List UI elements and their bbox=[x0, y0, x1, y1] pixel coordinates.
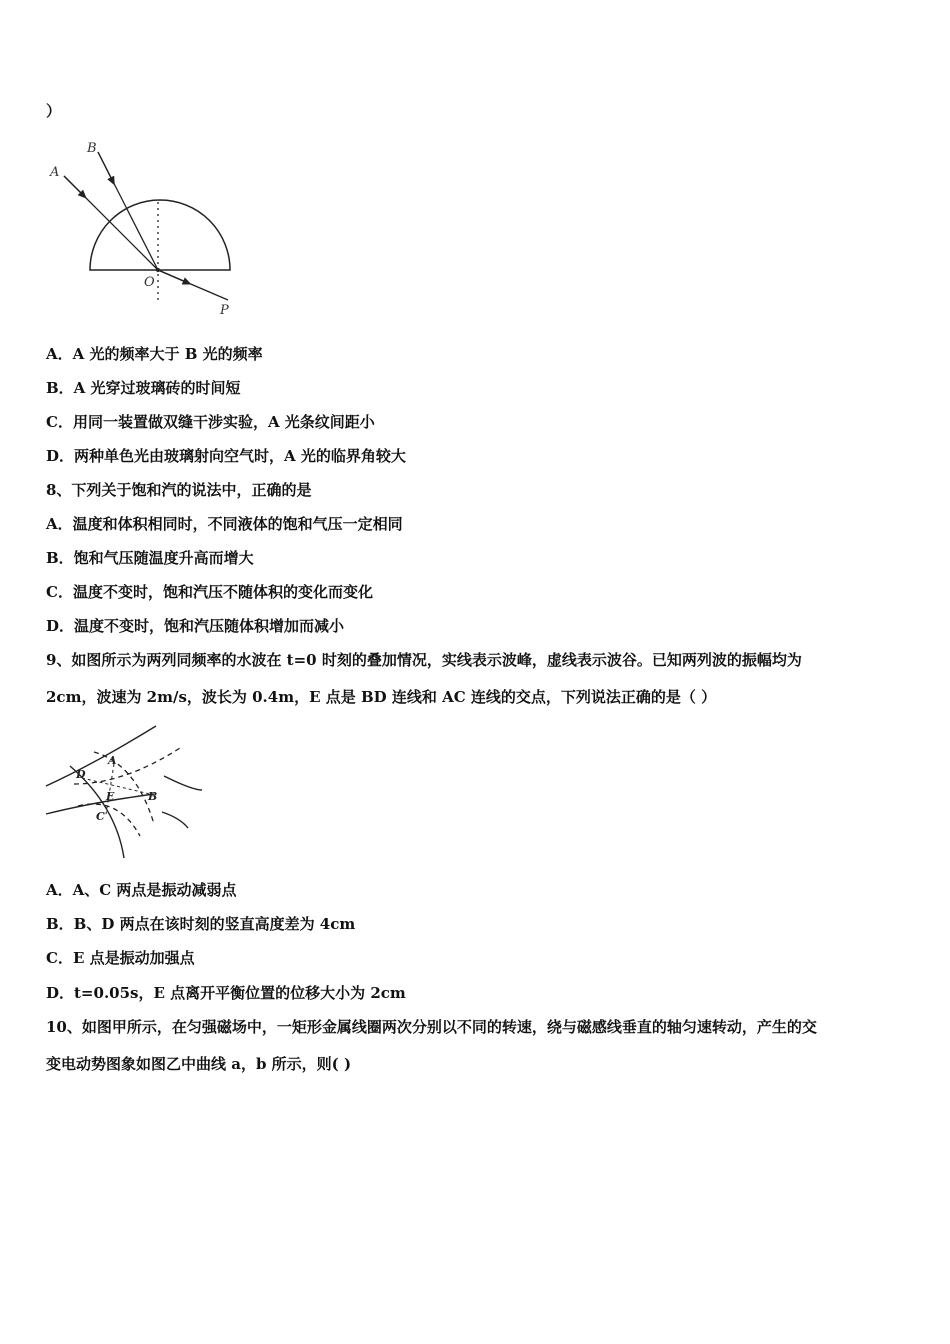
q9-option-a: A．A、C 两点是振动减弱点 bbox=[46, 881, 237, 899]
q10-stem-line2: 变电动势图象如图乙中曲线 a，b 所示，则( ) bbox=[46, 1055, 352, 1073]
label-d: D bbox=[76, 768, 86, 781]
q8-option-c: C．温度不变时，饱和汽压不随体积的变化而变化 bbox=[46, 583, 373, 601]
crest-line-1 bbox=[46, 726, 156, 786]
semicircle-glass bbox=[90, 200, 230, 270]
q8-option-b: B．饱和气压随温度升高而增大 bbox=[46, 549, 254, 567]
label-b: B bbox=[148, 790, 158, 803]
label-a: A bbox=[108, 754, 117, 767]
q7-option-a: A．A 光的频率大于 B 光的频率 bbox=[46, 345, 263, 363]
label-p: P bbox=[220, 303, 229, 318]
wave-interference-diagram bbox=[44, 724, 210, 862]
label-b: B bbox=[87, 141, 97, 156]
q7-option-d: D．两种单色光由玻璃射向空气时，A 光的临界角较大 bbox=[46, 447, 406, 465]
q7-option-c: C．用同一装置做双缝干涉实验，A 光条纹间距小 bbox=[46, 413, 375, 431]
q9-option-d: D．t=0.05s，E 点离开平衡位置的位移大小为 2cm bbox=[46, 984, 406, 1002]
trough-line-3 bbox=[78, 804, 140, 836]
q10-stem-line1: 10、如图甲所示，在匀强磁场中，一矩形金属线圈两次分别以不同的转速，绕与磁感线垂直的轴匀速转动，产生的交 bbox=[46, 1018, 817, 1036]
label-e: E bbox=[106, 790, 115, 803]
q9-option-c: C．E 点是振动加强点 bbox=[46, 949, 195, 967]
q7-stem-tail: ） bbox=[46, 102, 62, 120]
label-a: A bbox=[50, 165, 60, 180]
q9-stem-line2: 2cm，波速为 2m/s，波长为 0.4m，E 点是 BD 连线和 AC 连线的交点，下列说法正确的是（ ） bbox=[46, 688, 717, 706]
line-bd bbox=[82, 778, 150, 794]
q9-option-b: B．B、D 两点在该时刻的竖直高度差为 4cm bbox=[46, 915, 356, 933]
q9-stem-line1: 9、如图所示为两列同频率的水波在 t=0 时刻的叠加情况，实线表示波峰，虚线表示波谷。已知两列波的振幅均为 bbox=[46, 651, 802, 669]
refraction-diagram bbox=[44, 136, 244, 320]
q7-option-b: B．A 光穿过玻璃砖的时间短 bbox=[46, 379, 241, 397]
label-c: C bbox=[96, 810, 105, 823]
q8-option-d: D．温度不变时，饱和汽压随体积增加而减小 bbox=[46, 617, 345, 635]
crest-line-4 bbox=[164, 776, 202, 790]
q8-stem: 8、下列关于饱和汽的说法中，正确的是 bbox=[46, 481, 312, 499]
line-ac bbox=[106, 764, 114, 814]
q8-option-a: A．温度和体积相同时，不同液体的饱和气压一定相同 bbox=[46, 515, 403, 533]
trough-line-2 bbox=[74, 748, 180, 784]
crest-line-5 bbox=[162, 812, 188, 828]
label-o: O bbox=[144, 275, 155, 290]
